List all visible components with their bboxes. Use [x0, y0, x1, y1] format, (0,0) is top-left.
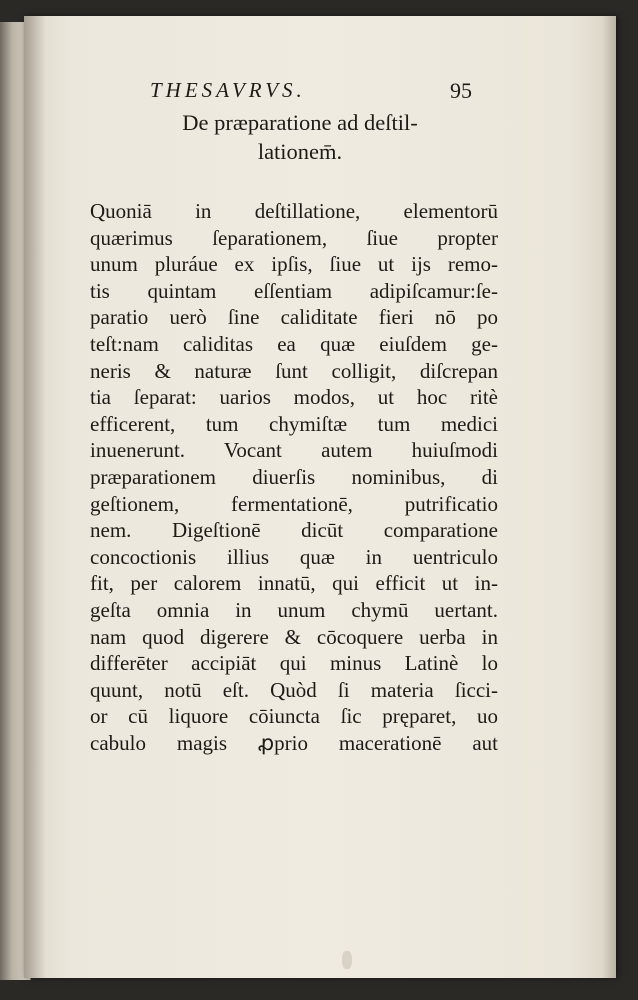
text-line: neris & naturæ ſunt colligit, diſcrepan — [90, 358, 498, 383]
heading-line: lationem̄. — [257, 139, 343, 164]
text-line: nam quod digerere & cōcoquere uerba in — [90, 624, 498, 649]
text-line: Quoniā in deſtillatione, elementorū — [90, 199, 498, 223]
text-line: fit, per calorem innatū, qui efficit ut in- — [90, 571, 498, 596]
body-text — [90, 198, 510, 756]
text-line: concoctionis illius quæ in uentriculo — [90, 544, 498, 569]
text-line: nem. Digeſtionē dicūt comparatione — [90, 518, 498, 543]
gutter-shadow — [24, 16, 46, 978]
heading-line: De præparatione ad deſtil- — [182, 110, 418, 135]
text-line: cabulo magis ꝓprio macerationē aut — [90, 730, 498, 755]
running-head — [90, 78, 510, 108]
text-line: geſta omnia in unum chymū uertant. — [90, 597, 498, 622]
text-line: tia ſeparat: uarios modos, ut hoc ritè — [90, 385, 498, 410]
section-heading — [90, 108, 510, 166]
text-line: tis quintam eſſentiam adipiſcamur:ſe- — [90, 278, 498, 303]
page-number: 95 — [450, 78, 472, 103]
text-line: geſtionem, fermentationē, putrificatio — [90, 491, 498, 516]
page-edge-shadow — [602, 16, 616, 978]
running-title: THESAVRVS. — [150, 78, 306, 102]
text-line: efficerent, tum chymiſtæ tum medici — [90, 411, 498, 436]
text-line: differēter accipiāt qui minus Latinè lo — [90, 651, 498, 676]
text-line: præparationem diuerſis nominibus, di — [90, 464, 498, 489]
text-line: paratio uerò ſine caliditate fieri nō po — [90, 305, 498, 330]
text-line: or cū liquore cōiuncta ſic pręparet, uo — [90, 704, 498, 729]
book-page — [24, 16, 616, 978]
text-block — [90, 78, 510, 756]
text-line: inuenerunt. Vocant autem huiuſmodi — [90, 438, 498, 463]
text-line: quunt, notū eſt. Quòd ſi materia ſicci- — [90, 677, 498, 702]
text-line: unum pluráue ex ipſis, ſiue ut ijs remo- — [90, 252, 498, 277]
text-line: teſt:nam caliditas ea quæ eiuſdem ge- — [90, 331, 498, 356]
text-line: quærimus ſeparationem, ſiue propter — [90, 225, 498, 250]
paper-stain — [342, 951, 352, 969]
